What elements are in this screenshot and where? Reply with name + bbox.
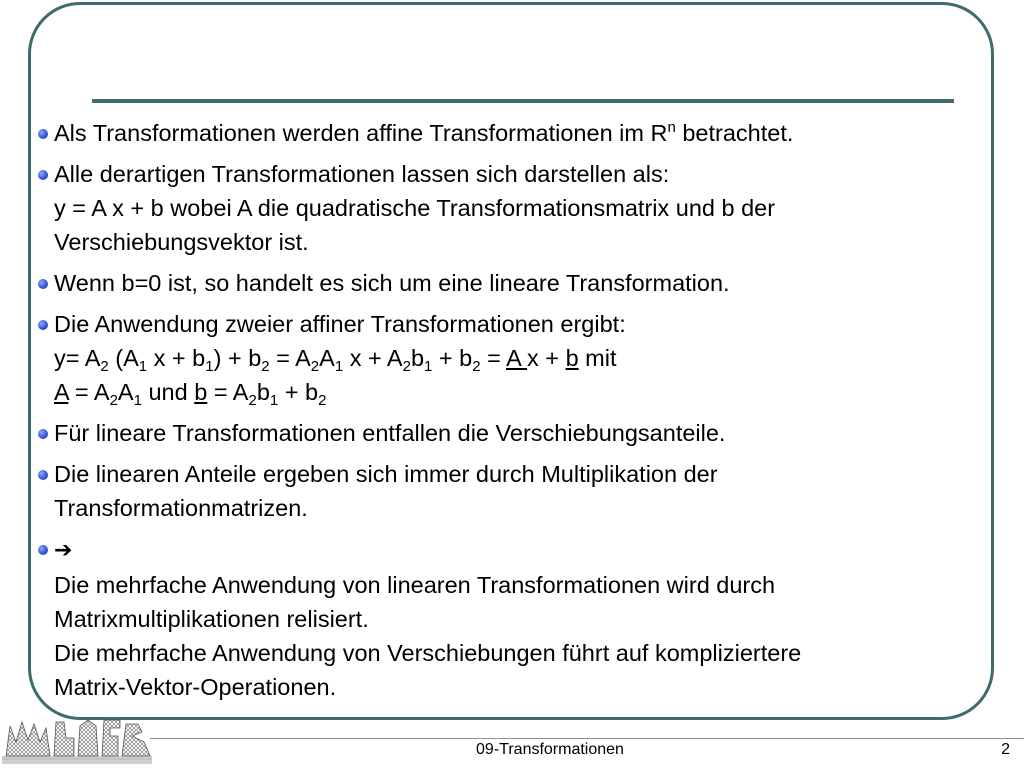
footer-title: 09-Transformationen: [476, 741, 624, 758]
bullet-text: Transformationmatrizen.: [54, 495, 308, 521]
bullet-text: Wenn b=0 ist, so handelt es sich um eine lineare Transformation.: [54, 270, 730, 296]
bullet-dot-icon: [38, 545, 48, 555]
bullet-text: Die mehrfache Anwendung von linearen Transformationen wird durch: [54, 572, 776, 598]
bullet-text: Matrixmultiplikationen relisiert.: [54, 606, 369, 632]
bullet-text: Die mehrfache Anwendung von Verschiebungen führt auf kompliziertere: [54, 640, 802, 666]
bullet-item-6: [38, 457, 978, 525]
bullet-text: Verschiebungsvektor ist.: [54, 229, 309, 255]
bullet-item-4: [38, 307, 978, 409]
bullet-text: Alle derartigen Transformationen lassen sich darstellen als:: [54, 161, 670, 187]
footer-divider: [150, 738, 1024, 739]
right-arrow-icon: ➔: [54, 538, 73, 563]
bullet-dot-icon: [38, 129, 48, 139]
bullet-dot-icon: [38, 429, 48, 439]
bullet-dot-icon: [38, 470, 48, 480]
bullet-text: Die linearen Anteile ergeben sich immer durch Multiplikation der: [54, 461, 718, 487]
arrow-line: [54, 532, 978, 568]
bullet-text: y = A x + b wobei A die quadratische Transformationsmatrix und b der: [54, 195, 776, 221]
title-underline: [92, 99, 954, 103]
bullet-item-5: [38, 416, 978, 450]
bullet-item-2: [38, 157, 978, 259]
bullet-text: Als Transformationen werden affine Transformationen im $R^n$ betrachtet.: [54, 119, 794, 146]
university-logo-icon: [2, 712, 152, 764]
bullet-text: Die Anwendung zweier affiner Transformationen ergibt:: [54, 311, 626, 337]
page-number: 2: [1001, 741, 1010, 758]
bullet-dot-icon: [38, 279, 48, 289]
equation-line-1: $y= A_2$ ($A_1$ $x + b_1) + b_2 = A_2A_1$ $x + A_2b_1 + b_2 = A$ x + b mit: [54, 345, 617, 375]
bullet-item-1: [38, 116, 978, 150]
bullet-dot-icon: [38, 320, 48, 330]
bullet-item-7: [38, 532, 978, 704]
bullet-dot-icon: [38, 170, 48, 180]
slide-content: [38, 116, 978, 711]
bullet-text: Matrix-Vektor-Operationen.: [54, 674, 337, 700]
bullet-text: Für lineare Transformationen entfallen die Verschiebungsanteile.: [54, 420, 726, 446]
bullet-item-3: [38, 266, 978, 300]
equation-line-2: $A = A_2A_1$ und $b = A_2b_1 + b_2$: [54, 379, 327, 409]
